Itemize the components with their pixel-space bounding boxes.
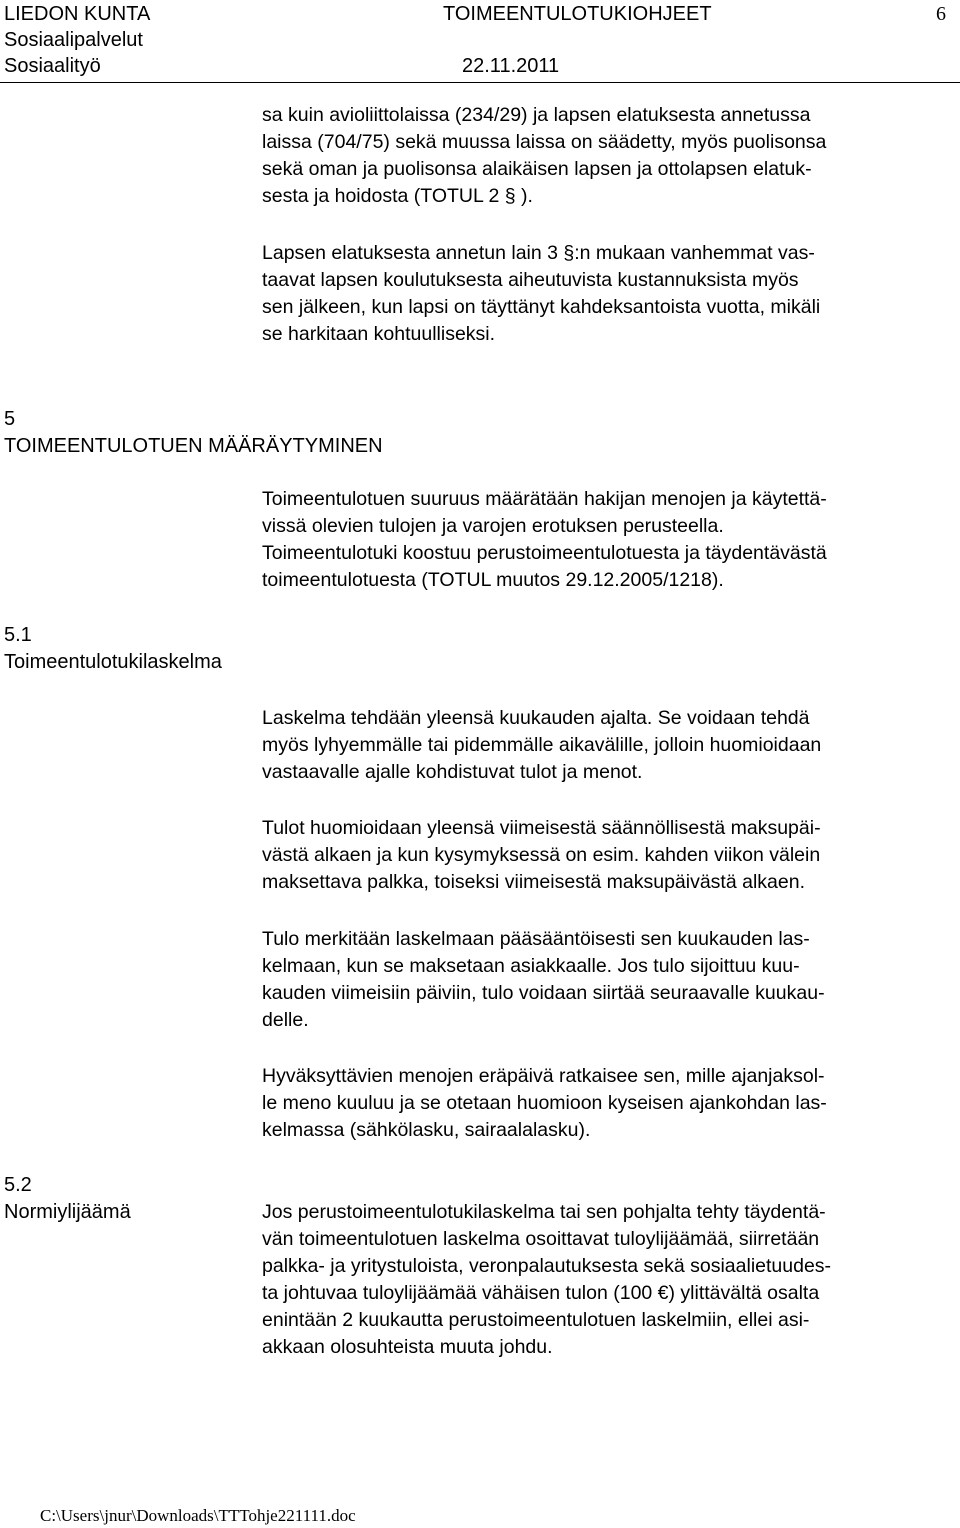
text-line: taavat lapsen koulutuksesta aiheutuvista kustannuksista myös xyxy=(262,269,799,291)
text-line: kelmassa (sähkölasku, sairaalalasku). xyxy=(262,1119,591,1141)
document-date: 22.11.2011 xyxy=(462,55,560,77)
text-line: vän toimeentulotuen laskelma osoittavat tuloylijäämää, siirretään xyxy=(262,1228,820,1250)
page-number: 6 xyxy=(936,3,946,25)
section-number: 5 xyxy=(4,408,16,430)
text-line: sen jälkeen, kun lapsi on täyttänyt kahdeksantoista vuotta, mikäli xyxy=(262,296,821,318)
section-5-1-paragraph-2 xyxy=(262,815,954,896)
text-line: sesta ja hoidosta (TOTUL 2 § ). xyxy=(262,185,533,207)
section-5-1-heading xyxy=(4,622,222,676)
document-file-path: C:\Users\jnur\Downloads\TTTohje221111.doc xyxy=(40,1506,356,1525)
header-rule xyxy=(0,82,960,83)
section-title: Normiylijäämä xyxy=(4,1201,131,1223)
text-line: sekä oman ja puolisonsa alaikäisen lapsen ja ottolapsen elatuk- xyxy=(262,158,812,180)
text-line: palkka- ja yritystuloista, veronpalautuksesta sekä sosiaalietuudes- xyxy=(262,1255,832,1277)
text-line: laissa (704/75) sekä muussa laissa on säädetty, myös puolisonsa xyxy=(262,131,827,153)
text-line: toimeentulotuesta (TOTUL muutos 29.12.2005/1218). xyxy=(262,569,724,591)
section-title: Toimeentulotukilaskelma xyxy=(4,651,222,673)
section-5-heading xyxy=(4,406,383,460)
section-5-2-paragraph xyxy=(262,1199,954,1361)
text-line: vissä olevien tulojen ja varojen erotuksen perusteella. xyxy=(262,515,724,537)
section-title: TOIMEENTULOTUEN MÄÄRÄYTYMINEN xyxy=(4,435,383,457)
document-title: TOIMEENTULOTUKIOHJEET xyxy=(443,3,712,25)
text-line: akkaan olosuhteista muuta johdu. xyxy=(262,1336,553,1358)
section-5-paragraph xyxy=(262,486,954,594)
text-line: kelmaan, kun se maksetaan asiakkaalle. Jos tulo sijoittuu kuu- xyxy=(262,955,800,977)
text-line: vastaavalle ajalle kohdistuvat tulot ja menot. xyxy=(262,761,643,783)
text-line: Tulo merkitään laskelmaan pääsääntöisesti sen kuukauden las- xyxy=(262,928,810,950)
text-line: enintään 2 kuukautta perustoimeentulotuen laskelmiin, ellei asi- xyxy=(262,1309,810,1331)
text-line: Toimeentulotuki koostuu perustoimeentulotuesta ja täydentävästä xyxy=(262,542,827,564)
intro-paragraph-2 xyxy=(262,240,954,348)
section-number: 5.2 xyxy=(4,1174,32,1196)
section-number: 5.1 xyxy=(4,624,32,646)
section-5-1-paragraph-4 xyxy=(262,1063,954,1144)
text-line: Laskelma tehdään yleensä kuukauden ajalta. Se voidaan tehdä xyxy=(262,707,810,729)
text-line: delle. xyxy=(262,1009,309,1031)
text-line: Lapsen elatuksesta annetun lain 3 §:n mukaan vanhemmat vas- xyxy=(262,242,815,264)
text-line: Tulot huomioidaan yleensä viimeisestä säännöllisestä maksupäi- xyxy=(262,817,821,839)
unit-name: Sosiaalityö xyxy=(4,55,101,77)
intro-paragraph-1 xyxy=(262,102,954,210)
text-line: Toimeentulotuen suuruus määrätään hakijan menojen ja käytettä- xyxy=(262,488,827,510)
organization-name: LIEDON KUNTA xyxy=(4,3,151,25)
text-line: Jos perustoimeentulotukilaskelma tai sen pohjalta tehty täydentä- xyxy=(262,1201,826,1223)
text-line: sa kuin avioliittolaissa (234/29) ja lapsen elatuksesta annetussa xyxy=(262,104,811,126)
section-5-1-paragraph-1 xyxy=(262,705,954,786)
text-line: Hyväksyttävien menojen eräpäivä ratkaisee sen, mille ajanjaksol- xyxy=(262,1065,825,1087)
text-line: se harkitaan kohtuulliseksi. xyxy=(262,323,496,345)
text-line: le meno kuuluu ja se otetaan huomioon kyseisen ajankohdan las- xyxy=(262,1092,827,1114)
section-5-2-heading xyxy=(4,1172,131,1226)
text-line: kauden viimeisiin päiviin, tulo voidaan siirtää seuraavalle kuukau- xyxy=(262,982,825,1004)
department-name: Sosiaalipalvelut xyxy=(4,29,143,51)
section-5-1-paragraph-3 xyxy=(262,926,954,1034)
text-line: ta johtuvaa tuloylijäämää vähäisen tulon (100 €) ylittävältä osalta xyxy=(262,1282,820,1304)
text-line: maksettava palkka, toiseksi viimeisestä maksupäivästä alkaen. xyxy=(262,871,805,893)
text-line: västä alkaen ja kun kysymyksessä on esim. kahden viikon välein xyxy=(262,844,821,866)
text-line: myös lyhyemmälle tai pidemmälle aikavälille, jolloin huomioidaan xyxy=(262,734,822,756)
